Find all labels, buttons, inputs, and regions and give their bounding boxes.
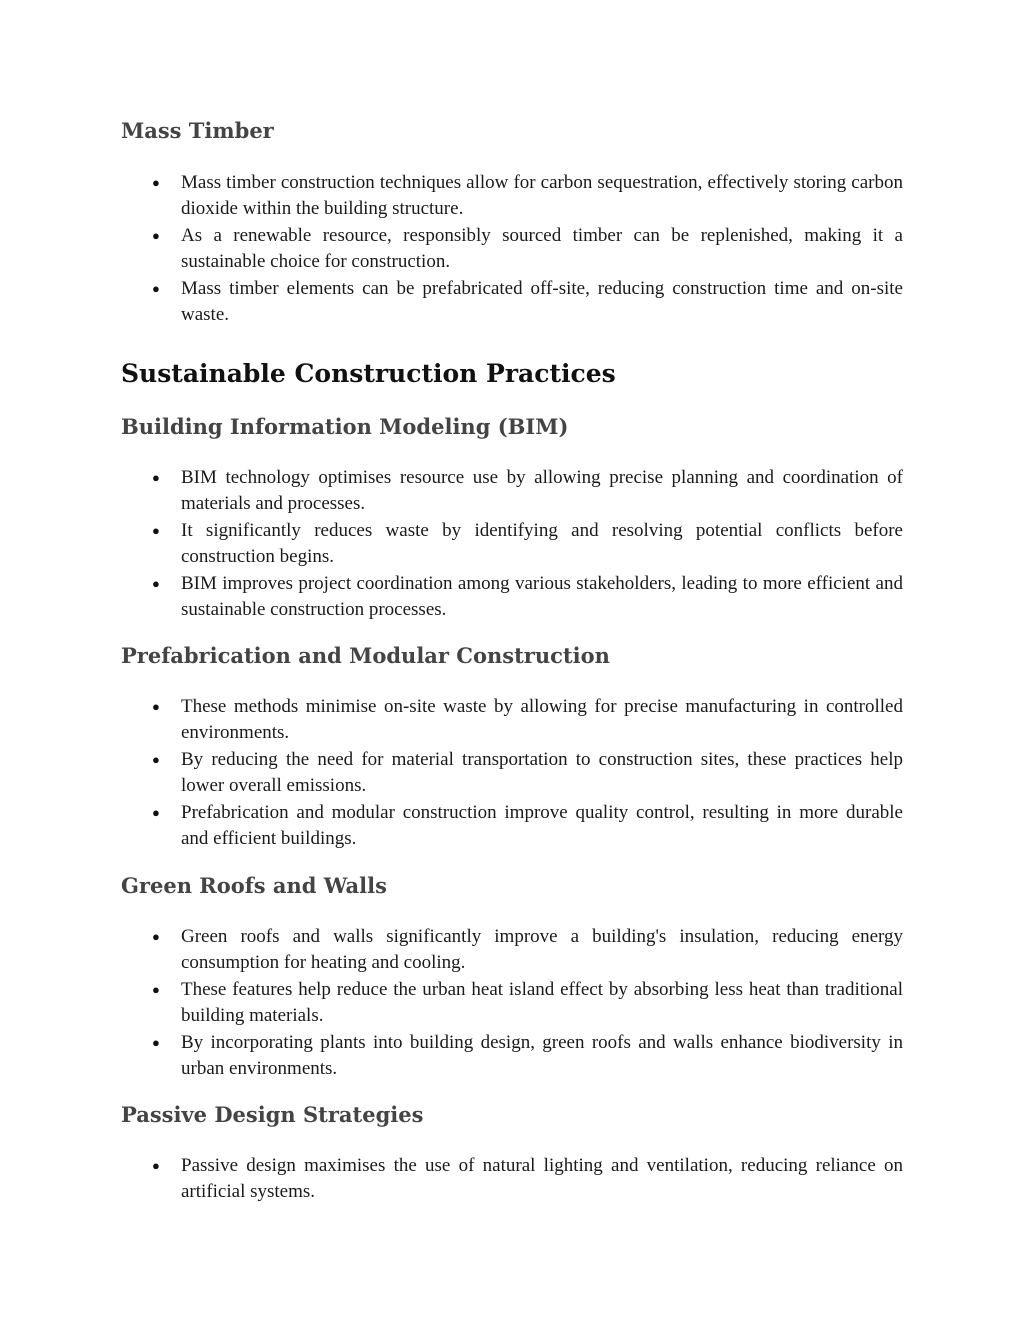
bullet-icon: ● (152, 227, 160, 243)
bullet-list-passive-design (0, 1153, 1024, 1206)
bullet-icon: ● (152, 1034, 160, 1050)
bullet-icon: ● (152, 981, 160, 997)
bullet-icon: ● (152, 929, 160, 944)
list-item: ● It significantly reduces waste by identifying and resolving potential conflicts before construction begins. (152, 519, 903, 568)
list-item: ● By incorporating plants into building design, green roofs and walls enhance biodiversity in urban environments. (152, 1031, 903, 1080)
list-item: ● BIM improves project coordination among various stakeholders, leading to more efficient and sustainable construction processes. (152, 572, 903, 621)
page-title: Sustainable Construction Practices (121, 359, 616, 388)
bullet-icon: ● (152, 1158, 160, 1173)
bullet-icon: ● (152, 575, 160, 591)
bullet-icon: ● (152, 470, 160, 485)
list-item: ● Mass timber construction techniques allow for carbon sequestration, effectively storing carbon dioxide within the building structure. (152, 172, 903, 220)
section-heading-green-roofs: Green Roofs and Walls (121, 873, 387, 898)
list-item: ● Green roofs and walls significantly improve a building's insulation, reducing energy consumption for heating and cooling. (152, 926, 903, 974)
bullet-list-green-roofs (0, 924, 1024, 1082)
list-item: ● Mass timber elements can be prefabricated off-site, reducing construction time and on-site waste. (152, 277, 903, 326)
bullet-list-bim (0, 465, 1024, 623)
bullet-icon: ● (152, 522, 160, 538)
bullet-icon: ● (152, 751, 160, 767)
bullet-list-mass-timber (0, 170, 1024, 328)
section-heading-bim: Building Information Modeling (BIM) (121, 414, 569, 439)
section-heading-prefabrication: Prefabrication and Modular Construction (121, 643, 610, 668)
list-item: ● BIM technology optimises resource use by allowing precise planning and coordination of materials and processes. (152, 467, 903, 515)
list-item: ● These methods minimise on-site waste by allowing for precise manufacturing in controlled environments. (152, 696, 903, 744)
bullet-icon: ● (152, 699, 160, 714)
section-heading-passive-design: Passive Design Strategies (121, 1102, 424, 1127)
list-item: ● By reducing the need for material transportation to construction sites, these practices help lower overall emissions. (152, 748, 903, 797)
bullet-icon: ● (152, 804, 160, 820)
bullet-icon: ● (152, 280, 160, 296)
list-item: ● As a renewable resource, responsibly sourced timber can be replenished, making it a sustainable choice for construction. (152, 224, 903, 273)
bullet-list-prefabrication (0, 694, 1024, 852)
bullet-icon: ● (152, 175, 160, 190)
list-item: ● Prefabrication and modular construction improve quality control, resulting in more durable and efficient buildings. (152, 801, 903, 850)
list-item: ● Passive design maximises the use of natural lighting and ventilation, reducing reliance on artificial systems. (152, 1155, 903, 1203)
section-heading-mass-timber: Mass Timber (121, 118, 274, 143)
list-item: ● These features help reduce the urban heat island effect by absorbing less heat than traditional building materials. (152, 978, 903, 1027)
